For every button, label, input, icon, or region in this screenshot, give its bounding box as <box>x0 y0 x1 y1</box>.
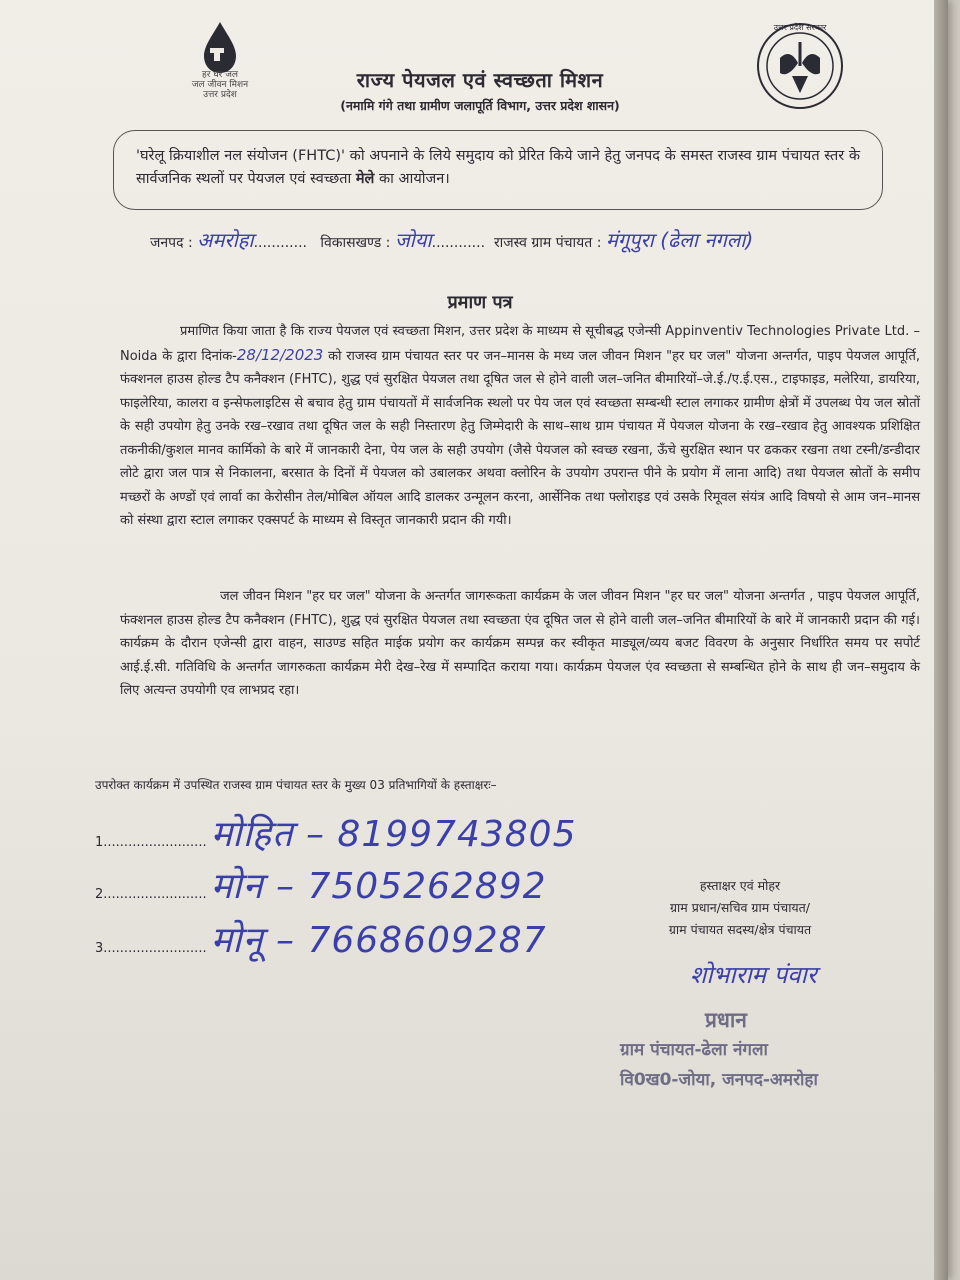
block-label: विकासखण्ड : <box>320 235 391 251</box>
participants-intro: उपरोक्त कार्यक्रम में उपस्थित राजस्व ग्राम पंचायत स्तर के मुख्य 03 प्रतिभागियों के हस्ताक्षरः– <box>95 778 497 792</box>
page-subtitle: (नमामि गंगे तथा ग्रामीण जलापूर्ति विभाग, उत्तर प्रदेश शासन) <box>340 98 620 113</box>
paragraph-1-part-a: प्रमाणित किया जाता है कि राज्य पेयजल एवं स्वच्छता मिशन, उत्तर प्रदेश के माध्यम से सूचीबद्ध एजेन्सी Appinventiv Technologies Private Ltd. – Noida के द्वारा दिनांक- <box>120 324 920 364</box>
block-value: जोया <box>394 228 432 252</box>
participant-signature-row <box>95 808 576 857</box>
pradhan-signature: शोभाराम पंवार <box>690 961 817 989</box>
page-title: राज्य पेयजल एवं स्वच्छता मिशन <box>356 68 604 92</box>
logo-left-caption: हर घर जल जल जीवन मिशन उत्तर प्रदेश <box>191 70 249 100</box>
row-number: 1. <box>95 835 108 850</box>
stamp-line-1: प्रधान <box>705 1008 747 1032</box>
banner-text-start: 'घरेलू क्रियाशील नल संयोजन (FHTC)' को अपनाने के लिये समुदाय को प्रेरित किये जाने हेतु जनपद के समस्त राजस्व ग्राम पंचायत स्तर के सार्वजनिक स्थलों पर पेयजल एवं स्वच्छता <box>136 148 860 187</box>
dots: ........................ <box>107 941 207 956</box>
district-label: जनपद : <box>150 235 193 251</box>
row-number: 3. <box>95 941 108 956</box>
participant-signature-row <box>95 914 547 963</box>
dots: ........................ <box>107 835 207 850</box>
district-value: अमरोहा <box>197 228 254 252</box>
stamp-line-3: वि0ख0-जोया, जनपद-अमरोहा <box>620 1070 818 1090</box>
signature-role-1: ग्राम प्रधान/सचिव ग्राम पंचायत/ <box>669 900 811 915</box>
certificate-paragraph-2: जल जीवन मिशन "हर घर जल" योजना के अन्तर्गत जागरूकता कार्यक्रम के जल जीवन मिशन "हर घर जल" योजना अन्तर्गत , पाइप पेयजल आपूर्ति, फंक्शनल हाउस होल्ड टैप कनैक्शन (FHTC), शुद्ध एवं सुरक्षित पेयजल तथा स्वच्छता एंव दूषित जल से होने वाली जल–जनित बीमारियों के बारे में जानकारी प्रदान की गई। कार्यक्रम के दौरान एजेन्सी द्वारा वाहन, साउण्ड सहित माईक प्रयोग कर कार्यक्रम सम्पन्न कर स्वीकृत माड्यूल/व्यय बजट विवरण के अनुसार निर्धारित समय पर सपोर्ट आई.ई.सी. गतिविधि के अन्तर्गत जागरुकता कार्यक्रम मेरी देख–रेख में सम्पादित कराया गया। कार्यक्रम पेयजल एंव स्वच्छता से सम्बन्धित होने के साथ ही जन–समुदाय के लिए अत्यन्त उपयोगी एव लाभप्रद रहा। <box>120 589 921 698</box>
dots: ............ <box>431 235 486 251</box>
participant-signature: मोहित – 8199743805 <box>210 814 577 855</box>
paragraph-1-part-b: को राजस्व ग्राम पंचायत स्तर पर जन–मानस के मध्य जल जीवन मिशन "हर घर जल" योजना अन्तर्गत, पाइप पेयजल आपूर्ति, फंक्शनल हाउस होल्ड टैप कनैक्शन (FHTC), शुद्ध एवं सुरक्षित पेयजल तथा दूषित जल से होने वाली जल–जनित बीमारियों–जे.ई./ए.ई.एस., टाइफाइड, मलेरिया, डायरिया, फाइलेरिया, कालरा व इन्सेफलाइटिस से बचाव हेतु ग्राम पंचायतों में सार्वजनिक स्थलो पर पेय जल एवं स्वच्छता सम्बन्धी स्टाल लगाकर ग्रामीण क्षेत्रों में उपलब्ध पेय जल स्रोतों के सही उपयोग हेतु उनके रख–रखाव तथा दूषित जल के सही निस्तारण हेतु जिम्मेदारी के साथ–साथ ग्राम पंचायत में पेयजल योजना के रख–रखाव हेतु आवश्यक प्रशिक्षित तकनीकी/कुशल मानव कार्मिको के बारे में जानकारी देना, पेय जल के सही उपयोग (जैसे पेयजल को स्वच्छ रखना, ऊँचे सुरक्षित स्थान पर ढककर रखना तथा टस्नी/डन्डीदार लोटे द्वारा जल पात्र से निकालना, बरसात के दिनों में पेयजल को उबालकर अथवा क्लोरिन के उपयोग उपरान्त पीने के प्रयोग में लाना आदि) तथा पेयजल स्रोतों के समीप मच्छरों के अण्डों एवं लार्वा का केरोसीन तेल/मोबिल ऑयल आदि डालकर उन्मूलन करना, आर्सेनिक तथा फ्लोराइड एवं उसके रिमूवल संयंत्र आदि विषयो से आम जन–मानस को संस्था द्वारा स्टाल लगाकर एक्सपर्ट के माध्यम से विस्तृत जानकारी प्रदान की गयी। <box>120 348 920 528</box>
participant-signature: मोन – 7505262892 <box>210 866 547 907</box>
dots: ............ <box>253 235 307 251</box>
dots: ........................ <box>107 887 207 902</box>
panchayat-value: मंगूपुरा (ढेला नगला) <box>605 228 754 252</box>
event-banner <box>113 130 883 210</box>
certificate-title: प्रमाण पत्र <box>447 292 513 313</box>
event-date: 28/12/2023 <box>236 345 324 364</box>
row-number: 2. <box>95 887 108 902</box>
signature-role-2: ग्राम पंचायत सदस्य/क्षेत्र पंचायत <box>668 922 812 937</box>
banner-text-end: का आयोजन। <box>374 171 450 187</box>
participant-signature-row <box>95 860 547 909</box>
paper-edge <box>934 0 948 1280</box>
certificate-paragraph-1 <box>120 320 920 533</box>
participant-signature: मोनू – 7668609287 <box>210 920 547 961</box>
panchayat-label: राजस्व ग्राम पंचायत : <box>493 235 602 251</box>
official-signature-block <box>620 875 860 941</box>
official-stamp <box>620 1005 910 1095</box>
banner-bold-word: मेले <box>355 171 375 187</box>
location-fields <box>150 226 753 253</box>
stamp-line-2: ग्राम पंचायत-ढेला नंगला <box>620 1040 768 1060</box>
signature-label: हस्ताक्षर एवं मोहर <box>699 878 781 893</box>
emblem-caption: उत्तर प्रदेश सरकार <box>773 23 827 32</box>
